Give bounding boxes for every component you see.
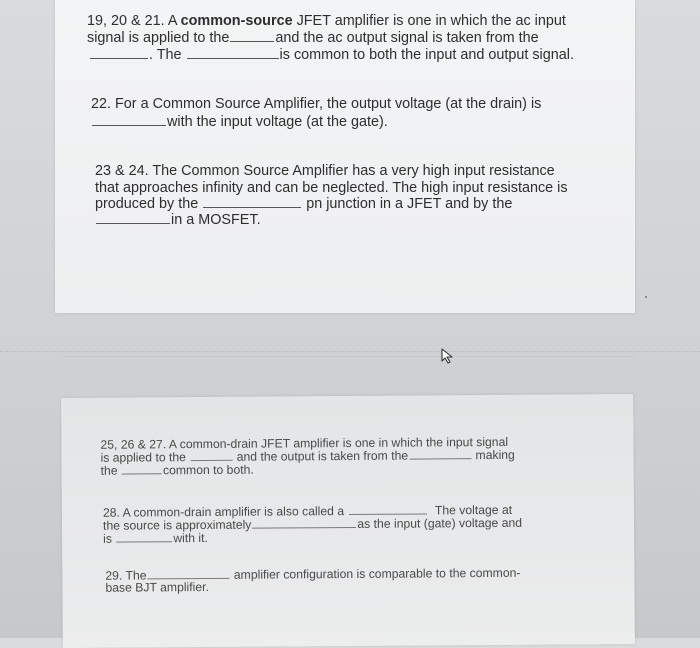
answer-blank[interactable] bbox=[147, 577, 229, 580]
question-19-line-3: . The is common to both the input and output signal. bbox=[89, 47, 574, 64]
question-28-line-3: is with it. bbox=[103, 530, 208, 546]
answer-blank[interactable] bbox=[92, 124, 166, 126]
answer-blank[interactable] bbox=[409, 457, 471, 459]
worksheet-page-top bbox=[55, 0, 635, 313]
worksheet-page-bottom bbox=[61, 394, 635, 648]
question-22-line-2: with the input voltage (at the gate). bbox=[91, 114, 388, 131]
paper-speck bbox=[645, 296, 647, 298]
answer-blank[interactable] bbox=[252, 526, 356, 529]
answer-blank[interactable] bbox=[190, 459, 232, 461]
mouse-pointer-icon bbox=[440, 348, 454, 369]
page-separator bbox=[60, 356, 635, 357]
question-19-line-2: signal is applied to the and the ac output signal is taken from the bbox=[87, 30, 539, 46]
question-22-line-1: 22. For a Common Source Amplifier, the output voltage (at the drain) is bbox=[91, 96, 542, 112]
question-23-line-3: produced by the pn junction in a JFET and by the bbox=[95, 196, 513, 212]
answer-blank[interactable] bbox=[187, 57, 279, 59]
answer-blank[interactable] bbox=[203, 206, 301, 208]
question-29-line-2: base BJT amplifier. bbox=[105, 579, 209, 595]
answer-blank[interactable] bbox=[96, 222, 170, 224]
answer-blank[interactable] bbox=[122, 472, 162, 474]
question-28-line-2: the source is approximately as the input (gate) voltage and bbox=[102, 515, 523, 533]
answer-blank[interactable] bbox=[230, 40, 274, 42]
question-23-line-4: in a MOSFET. bbox=[95, 212, 261, 229]
answer-blank[interactable] bbox=[116, 540, 172, 542]
question-25-line-1: 25, 26 & 27. A common-drain JFET amplifier is one in which the input signal bbox=[100, 434, 509, 452]
answer-blank[interactable] bbox=[348, 512, 426, 515]
question-29-line-1: 29. The amplifier configuration is comparable to the common- bbox=[105, 565, 521, 583]
question-19-line-1: 19, 20 & 21. A common-source JFET amplifier is one in which the ac input bbox=[87, 13, 566, 29]
question-28-line-1: 28. A common-drain amplifier is also called a The voltage at bbox=[102, 502, 513, 520]
question-25-line-2: is applied to the and the output is taken from the making bbox=[100, 447, 515, 465]
question-23-line-2: that approaches infinity and can be neglected. The high input resistance is bbox=[95, 180, 568, 196]
page-separator bbox=[0, 351, 700, 352]
answer-blank[interactable] bbox=[90, 57, 148, 59]
question-23-line-1: 23 & 24. The Common Source Amplifier has a very high input resistance bbox=[95, 163, 555, 179]
question-25-line-3: the common to both. bbox=[100, 462, 254, 478]
